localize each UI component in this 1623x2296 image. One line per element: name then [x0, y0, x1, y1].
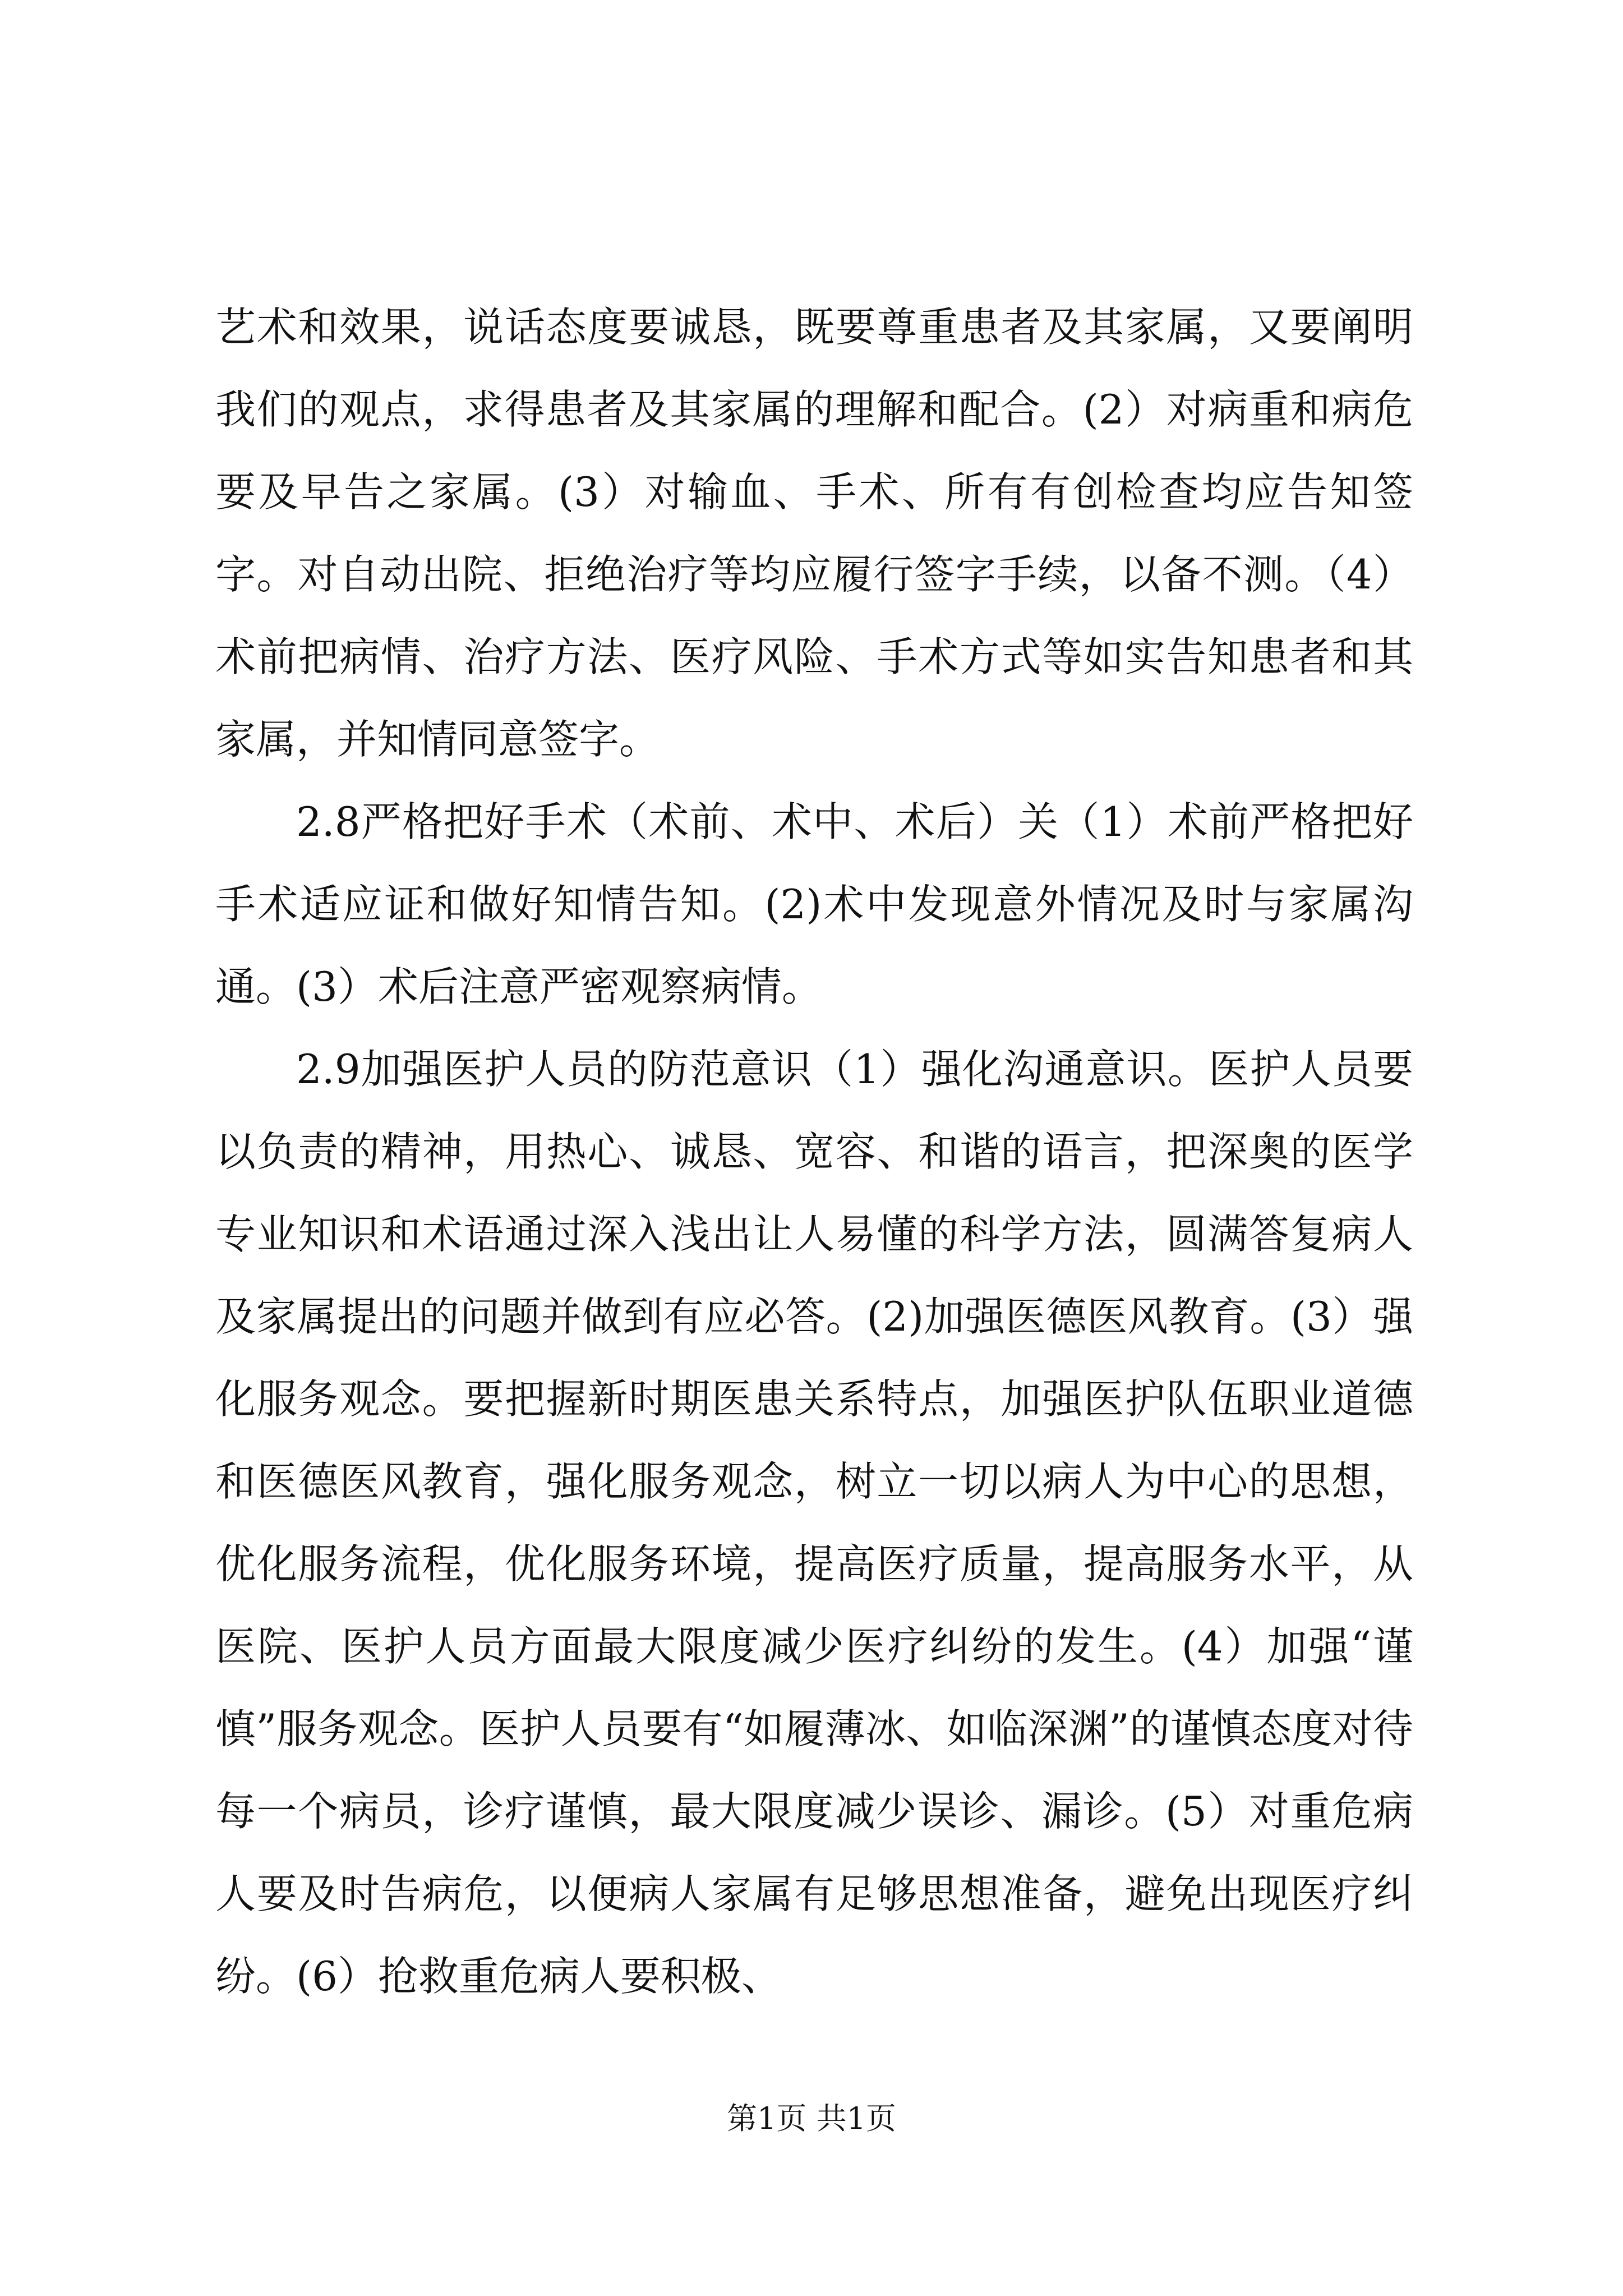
document-body [215, 286, 1413, 2018]
paragraph-continued: 艺术和效果，说话态度要诚恳，既要尊重患者及其家属，又要阐明我们的观点，求得患者及其家属的理解和配合。(2）对病重和病危要及早告之家属。(3）对输血、手术、所有有创检查均应告知签字。对自动出院、拒绝治疗等均应履行签字手续，以备不测。（4）术前把病情、治疗方法、医疗风险、手术方式等如实告知患者和其家属，并知情同意签字。 [215, 303, 1413, 763]
paragraph-2-9: 2.9加强医护人员的防范意识（1）强化沟通意识。医护人员要以负责的精神，用热心、诚恳、宽容、和谐的语言，把深奥的医学专业知识和术语通过深入浅出让人易懂的科学方法，圆满答复病人及家属提出的问题并做到有应必答。(2)加强医德医风教育。(3）强化服务观念。要把握新时期医患关系特点，加强医护队伍职业道德和医德医风教育，强化服务观念，树立一切以病人为中心的思想，优化服务流程，优化服务环境，提高医疗质量，提高服务水平，从医院、医护人员方面最大限度减少医疗纠纷的发生。(4）加强“谨慎”服务观念。医护人员要有“如履薄冰、如临深渊”的谨慎态度对待每一个病员，诊疗谨慎，最大限度减少误诊、漏诊。(5）对重危病人要及时告病危，以便病人家属有足够思想准备，避免出现医疗纠纷。(6）抢救重危病人要积极、 [215, 1046, 1413, 2000]
page-number-footer: 第1页 共1页 [727, 2101, 896, 2136]
paragraph-2-8: 2.8严格把好手术（术前、术中、术后）关（1）术前严格把好手术适应证和做好知情告知。(2)术中发现意外情况及时与家属沟通。(3）术后注意严密观察病情。 [215, 798, 1413, 1010]
